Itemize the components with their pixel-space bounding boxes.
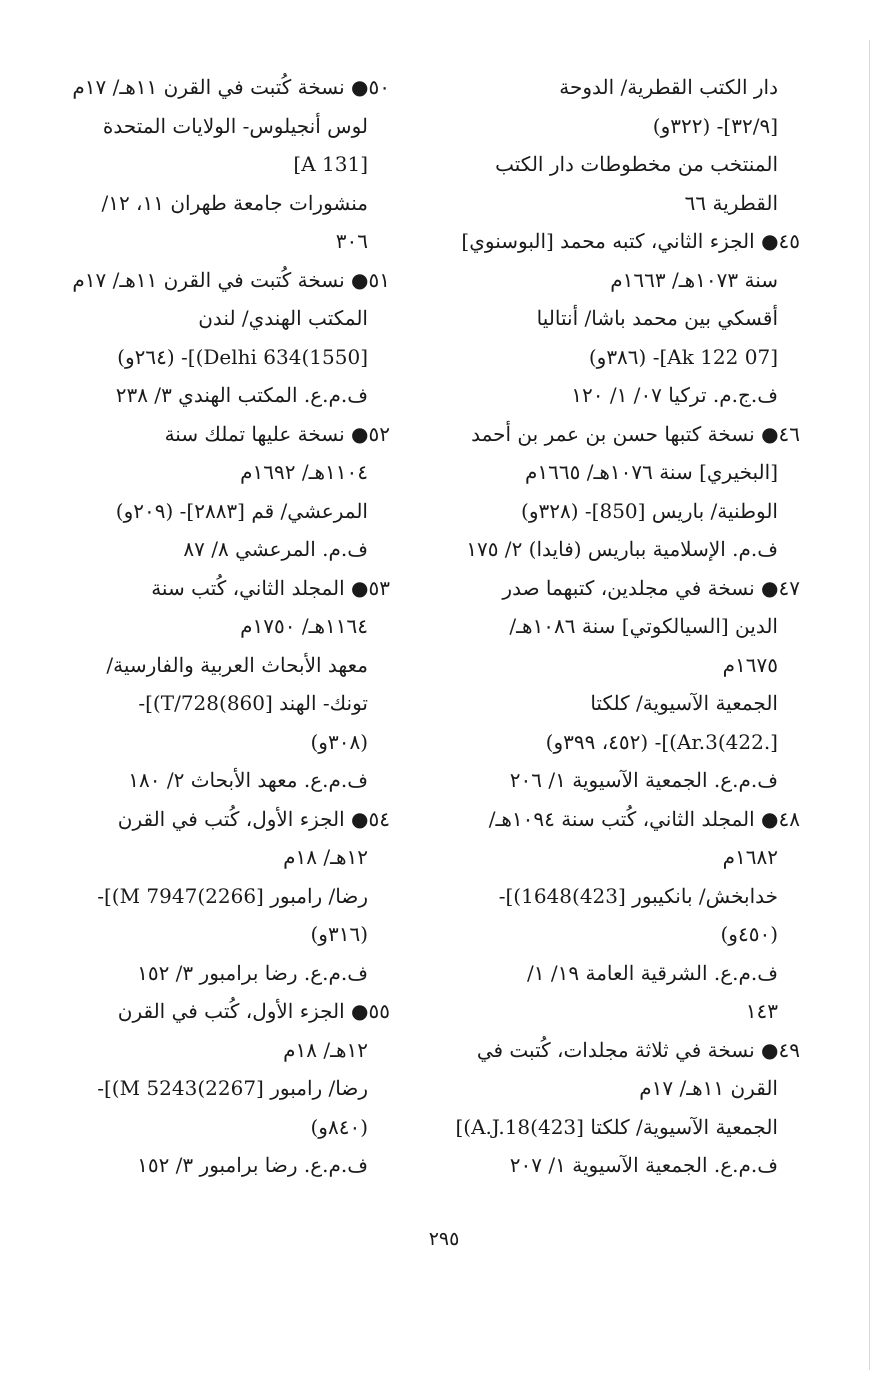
right-column-line: القرن ١١هـ/ ١٧م xyxy=(639,1076,778,1100)
right-column-line: خدابخش/ بانكيبور [423)1648)]- xyxy=(498,883,778,908)
right-column xyxy=(440,68,800,1185)
left-column-line: ٥١● نسخة كُتبت في القرن ١١هـ/ ١٧م xyxy=(72,267,390,292)
right-column-line: [.422)Ar.3)]- (٤٥٢، ٣٩٩و) xyxy=(545,729,778,754)
left-column-line: ١١٠٤هـ/ ١٦٩٢م xyxy=(240,460,368,484)
right-column-line: ٤٦● نسخة كتبها حسن بن عمر بن أحمد xyxy=(471,421,800,446)
right-column-line: دار الكتب القطرية/ الدوحة xyxy=(559,75,778,99)
right-column-line: ف.م.ع. الشرقية العامة ١٩/ ١/ xyxy=(527,960,778,985)
left-column-line: ٣٠٦ xyxy=(335,229,368,253)
right-column-line: ٤٨● المجلد الثاني، كُتب سنة ١٠٩٤هـ/ xyxy=(488,806,800,831)
left-column-line: (٣٠٨و) xyxy=(310,729,368,754)
page-edge-line xyxy=(869,40,870,1370)
left-column-line: ٥٣● المجلد الثاني، كُتب سنة xyxy=(151,575,390,600)
left-column-line: تونك- الهند [860)T/728)]- xyxy=(138,691,368,715)
right-column-line: [07 Ak 122]- (٣٨٦و) xyxy=(588,344,778,369)
right-column-line: ١٤٣ xyxy=(745,999,778,1023)
left-column-line: ١٢هـ/ ١٨م xyxy=(283,1037,368,1062)
left-column-line: ف.م.ع. معهد الأبحاث ٢/ ١٨٠ xyxy=(128,768,368,792)
left-column-line: لوس أنجيلوس- الولايات المتحدة xyxy=(102,113,368,138)
left-column-line: ١١٦٤هـ/ ١٧٥٠م xyxy=(240,614,368,638)
left-column xyxy=(60,68,390,1185)
right-column-line: الجمعية الآسيوية/ كلكتا [423)A.J.18)] xyxy=(455,1114,778,1139)
right-column-line: ٤٥● الجزء الثاني، كتبه محمد [البوسنوي] xyxy=(461,229,800,253)
left-column-line: المرعشي/ قم [٢٨٨٣]- (٢٠٩و) xyxy=(115,498,368,523)
right-column-line: سنة ١٠٧٣هـ/ ١٦٦٣م xyxy=(610,267,778,292)
right-column-line: (٤٥٠و) xyxy=(720,922,778,946)
left-column-line: ف.م. المرعشي ٨/ ٨٧ xyxy=(183,537,368,561)
right-column-line: القطرية ٦٦ xyxy=(684,190,778,215)
right-column-line: ١٦٨٢م xyxy=(722,845,778,869)
left-column-line: (٣١٦و) xyxy=(310,922,368,946)
left-column-line: رضا/ رامبور [2266)7947 M)]- xyxy=(97,883,368,908)
right-column-line: الدين [السيالكوتي] سنة ١٠٨٦هـ/ xyxy=(509,614,778,638)
left-column-line: معهد الأبحاث العربية والفارسية/ xyxy=(106,652,368,677)
right-column-line: المنتخب من مخطوطات دار الكتب xyxy=(495,152,778,176)
right-column-line: ٤٧● نسخة في مجلدين، كتبهما صدر xyxy=(502,575,800,600)
left-column-line: ٥٤● الجزء الأول، كُتب في القرن xyxy=(117,806,390,831)
left-column-line: ف.م.ع. المكتب الهندي ٣/ ٢٣٨ xyxy=(115,383,368,407)
left-column-line: ٥٥● الجزء الأول، كُتب في القرن xyxy=(117,999,390,1023)
page-number: ٢٩٥ xyxy=(428,1228,460,1250)
left-column-line: ٥٢● نسخة عليها تملك سنة xyxy=(164,421,390,446)
right-column-line: ١٦٧٥م xyxy=(722,652,778,677)
left-column-line: [A 131] xyxy=(293,152,368,176)
right-column-line: أقسكي بين محمد باشا/ أنتاليا xyxy=(536,306,778,330)
right-column-line: ف.م.ع. الجمعية الآسيوية ١/ ٢٠٧ xyxy=(509,1153,778,1177)
left-column-line: المكتب الهندي/ لندن xyxy=(198,306,368,330)
right-column-line: الوطنية/ باريس [850]- (٣٢٨و) xyxy=(521,498,778,523)
left-column-line: [1550)Delhi 634)]- (٢٦٤و) xyxy=(117,344,368,369)
left-column-line: منشورات جامعة طهران ١١، ١٢/ xyxy=(101,190,368,215)
right-column-line: ف.ج.م. تركيا ٠٧/ ١/ ١٢٠ xyxy=(571,383,778,407)
right-column-line: ٤٩● نسخة في ثلاثة مجلدات، كُتبت في xyxy=(476,1037,800,1062)
right-column-line: ف.م.ع. الجمعية الآسيوية ١/ ٢٠٦ xyxy=(509,768,778,792)
right-column-line: الجمعية الآسيوية/ كلكتا xyxy=(590,691,778,715)
left-column-line: ١٢هـ/ ١٨م xyxy=(283,845,368,869)
right-column-line: [البخيري] سنة ١٠٧٦هـ/ ١٦٦٥م xyxy=(525,460,778,484)
left-column-line: رضا/ رامبور [2267)5243 M)]- xyxy=(97,1076,368,1100)
left-column-line: ف.م.ع. رضا برامبور ٣/ ١٥٢ xyxy=(137,1153,368,1177)
left-column-line: (٨٤٠و) xyxy=(310,1114,368,1139)
right-column-line: [٣٢/٩]- (٣٢٢و) xyxy=(652,113,778,138)
left-column-line: ف.م.ع. رضا برامبور ٣/ ١٥٢ xyxy=(137,960,368,985)
right-column-line: ف.م. الإسلامية بباريس (فايدا) ٢/ ١٧٥ xyxy=(466,537,778,561)
left-column-line: ٥٠● نسخة كُتبت في القرن ١١هـ/ ١٧م xyxy=(72,75,390,99)
